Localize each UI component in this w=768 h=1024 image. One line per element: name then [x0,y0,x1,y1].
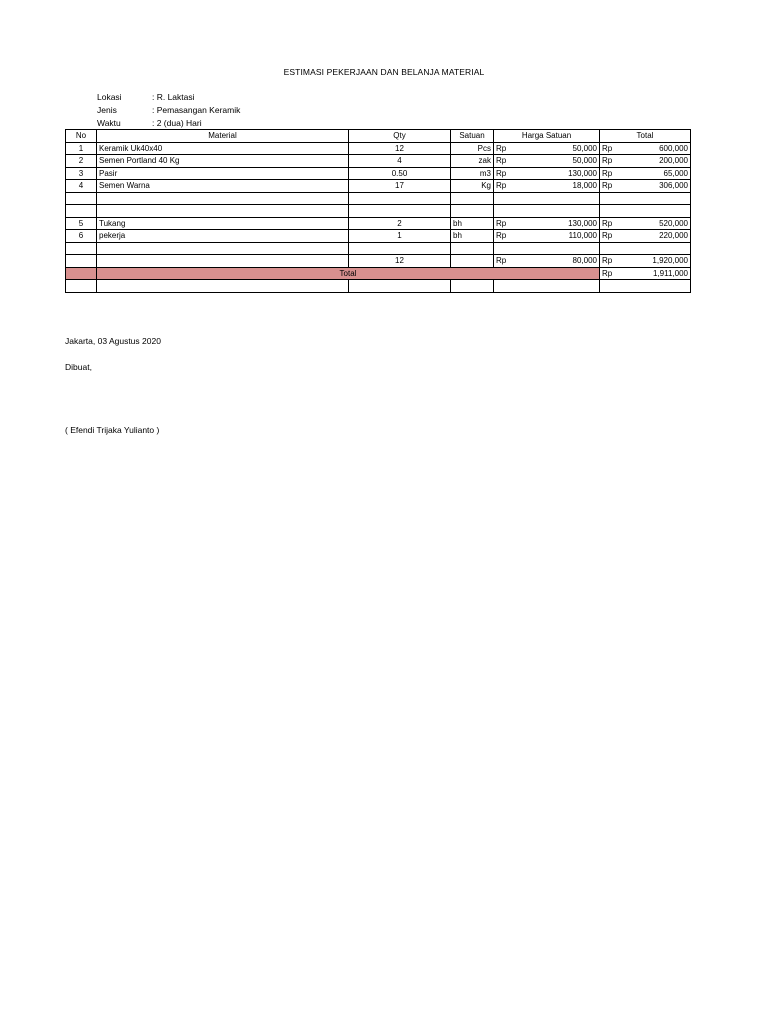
cell-material [97,255,349,268]
cell-satuan [451,192,494,205]
info-label: Waktu [97,118,121,128]
table-cell [97,280,349,293]
cell-material [97,242,349,255]
header-material: Material [97,130,349,143]
table-row [66,242,691,255]
cell-harga [494,230,600,243]
cell-total-currency: Rp [602,168,613,178]
cell-satuan [451,205,494,218]
cell-harga-currency: Rp [496,218,507,228]
made-by-label: Dibuat, [65,362,92,372]
cell-total [600,217,691,230]
header-total: Total [600,130,691,143]
info-waktu [97,118,202,128]
cell-material: Semen Portland 40 Kg [97,155,349,168]
info-label: Lokasi [97,92,122,102]
cell-harga-currency: Rp [496,143,507,153]
table-cell [494,280,600,293]
table-row [66,192,691,205]
cell-qty: 17 [349,180,451,193]
header-qty: Qty [349,130,451,143]
cell-total-value: 65,000 [663,168,688,178]
cell-material: pekerja [97,230,349,243]
table-cell [349,280,451,293]
cell-harga [494,142,600,155]
total-currency: Rp [602,268,613,278]
cell-total [600,180,691,193]
table-row [66,155,691,168]
cell-harga-currency: Rp [496,256,507,266]
table-row [66,167,691,180]
cell-harga-currency: Rp [496,181,507,191]
cell-qty: 0.50 [349,167,451,180]
cell-total-currency: Rp [602,231,613,241]
cell-no: 3 [66,167,97,180]
place-date: Jakarta, 03 Agustus 2020 [65,336,161,346]
total-cell-no [66,267,97,280]
info-value: : R. Laktasi [152,92,195,102]
cell-total [600,192,691,205]
table-header-row [66,130,691,143]
cell-harga-currency: Rp [496,231,507,241]
cell-satuan: bh [451,230,494,243]
cell-no [66,205,97,218]
cell-total [600,167,691,180]
cell-qty [349,242,451,255]
cell-harga [494,180,600,193]
cell-harga-value: 18,000 [572,181,597,191]
cell-no: 5 [66,217,97,230]
cell-harga [494,242,600,255]
table-cell [451,280,494,293]
cell-qty [349,205,451,218]
table-body [66,142,691,267]
cell-harga-currency: Rp [496,168,507,178]
info-lokasi [97,92,195,102]
table-row [66,142,691,155]
cell-satuan [451,242,494,255]
cell-harga [494,217,600,230]
estimate-table [65,129,691,293]
cell-total-value: 306,000 [659,181,688,191]
cell-total [600,142,691,155]
cell-qty: 1 [349,230,451,243]
header-no: No [66,130,97,143]
table-row [66,205,691,218]
cell-harga [494,205,600,218]
cell-harga [494,155,600,168]
table-row [66,255,691,268]
cell-material: Pasir [97,167,349,180]
cell-qty: 12 [349,255,451,268]
header-satuan: Satuan [451,130,494,143]
cell-total-value: 220,000 [659,231,688,241]
cell-harga-value: 130,000 [568,168,597,178]
cell-total [600,242,691,255]
cell-no [66,242,97,255]
cell-harga-value: 50,000 [572,156,597,166]
total-label: Total [97,267,600,280]
cell-total [600,205,691,218]
cell-total [600,155,691,168]
cell-qty: 12 [349,142,451,155]
table-cell [66,280,97,293]
cell-total-currency: Rp [602,181,613,191]
cell-satuan: bh [451,217,494,230]
cell-total [600,230,691,243]
total-value: 1,911,000 [653,268,688,278]
cell-harga-value: 50,000 [572,143,597,153]
cell-total [600,255,691,268]
info-value: : Pemasangan Keramik [152,105,241,115]
info-label: Jenis [97,105,117,115]
info-jenis [97,105,240,115]
cell-total-value: 1,920,000 [652,256,688,266]
cell-no: 6 [66,230,97,243]
cell-no [66,192,97,205]
cell-harga-value: 110,000 [568,231,597,241]
total-row [66,267,691,280]
cell-harga [494,167,600,180]
cell-total-currency: Rp [602,256,613,266]
cell-harga [494,255,600,268]
cell-material: Keramik Uk40x40 [97,142,349,155]
table-row [66,217,691,230]
cell-satuan: Pcs [451,142,494,155]
table-cell [600,280,691,293]
cell-qty [349,192,451,205]
cell-satuan: m3 [451,167,494,180]
info-value: : 2 (dua) Hari [152,118,202,128]
cell-qty: 4 [349,155,451,168]
cell-material [97,205,349,218]
cell-total-currency: Rp [602,156,613,166]
cell-harga-value: 130,000 [568,218,597,228]
cell-satuan [451,255,494,268]
cell-no: 1 [66,142,97,155]
total-value-cell [600,267,691,280]
table-row [66,230,691,243]
cell-no: 4 [66,180,97,193]
cell-total-currency: Rp [602,218,613,228]
cell-satuan: Kg [451,180,494,193]
cell-material: Semen Warna [97,180,349,193]
document-title: ESTIMASI PEKERJAAN DAN BELANJA MATERIAL [283,67,485,77]
table-row [66,180,691,193]
cell-satuan: zak [451,155,494,168]
cell-no [66,255,97,268]
cell-material [97,192,349,205]
cell-harga-currency: Rp [496,156,507,166]
cell-qty: 2 [349,217,451,230]
header-harga-satuan: Harga Satuan [494,130,600,143]
cell-total-value: 600,000 [659,143,688,153]
cell-total-value: 200,000 [659,156,688,166]
cell-harga-value: 80,000 [572,256,597,266]
table-row [66,280,691,293]
cell-harga [494,192,600,205]
cell-total-currency: Rp [602,143,613,153]
signer-name: ( Efendi Trijaka Yulianto ) [65,425,160,435]
cell-no: 2 [66,155,97,168]
cell-material: Tukang [97,217,349,230]
cell-total-value: 520,000 [659,218,688,228]
